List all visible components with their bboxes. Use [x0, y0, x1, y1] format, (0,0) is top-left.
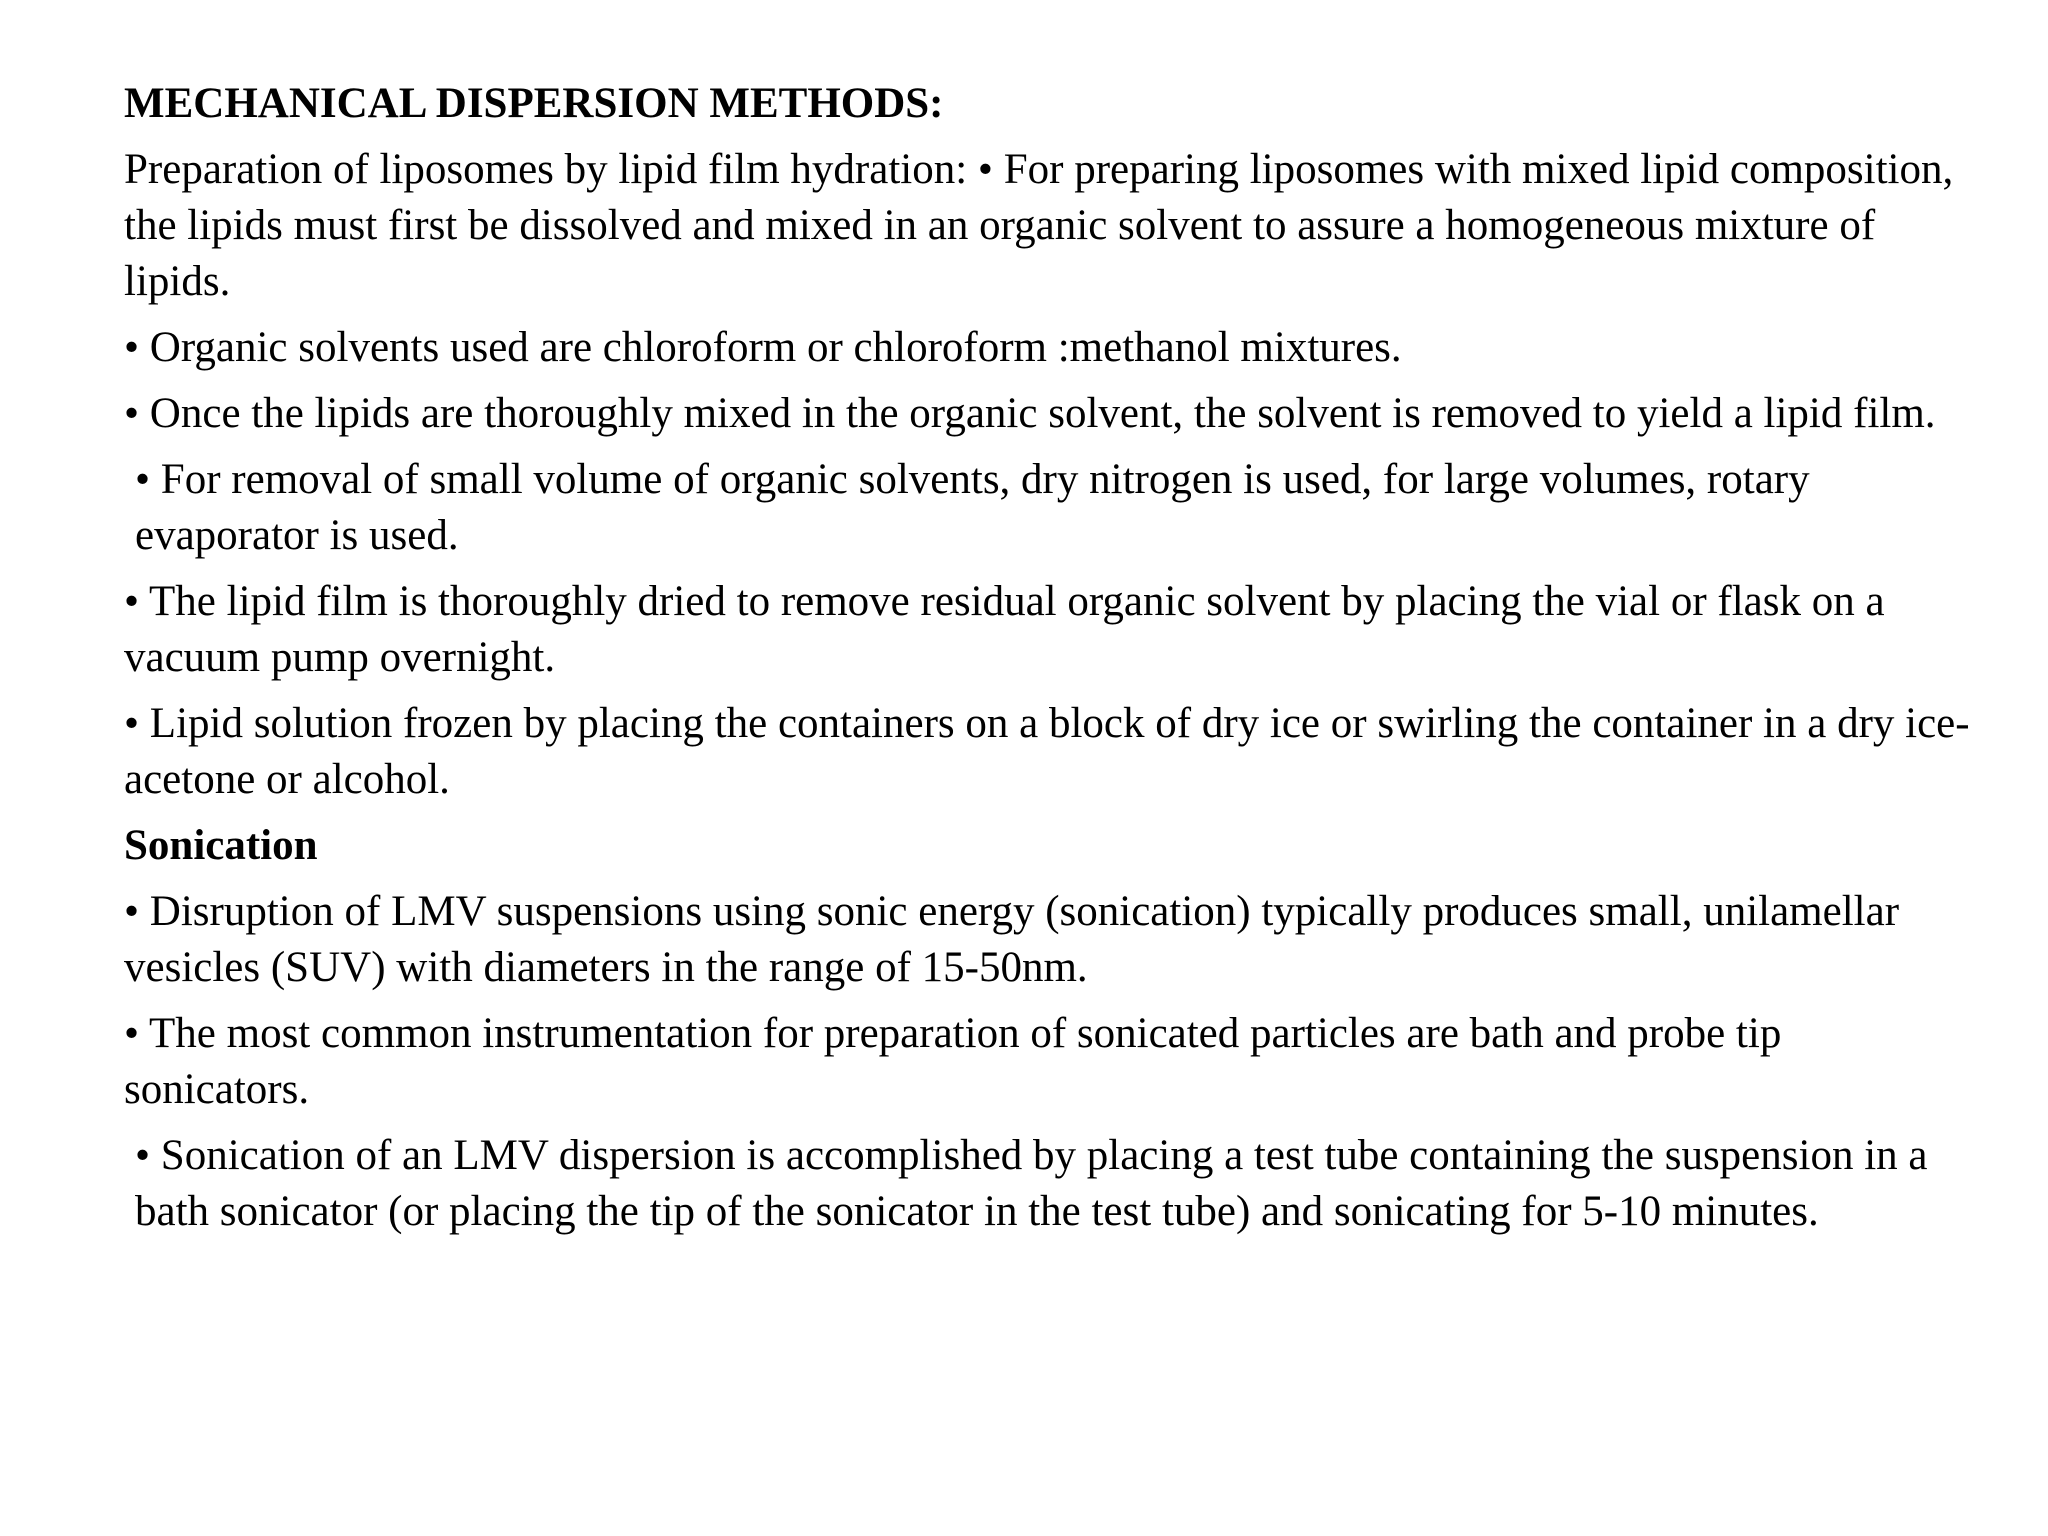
intro-paragraph: Preparation of liposomes by lipid film hydration: • For preparing liposomes with mixed lipid composition, the lipids must first be dissolved and mixed in an organic solvent to assure a homogeneous mixture of lipids. — [124, 146, 1954, 305]
section-heading: MECHANICAL DISPERSION METHODS: — [124, 80, 944, 127]
bullet-item: • Sonication of an LMV dispersion is accomplished by placing a test tube containing the suspension in a bath sonicator (or placing the tip of the sonicator in the test tube) and sonicating for 5-10 minutes. — [135, 1132, 1928, 1235]
bullet-item: • Once the lipids are thoroughly mixed in the organic solvent, the solvent is removed to yield a lipid film. — [124, 390, 1936, 437]
bullet-item: • Organic solvents used are chloroform or chloroform :methanol mixtures. — [124, 324, 1402, 371]
bullet-item: • Lipid solution frozen by placing the containers on a block of dry ice or swirling the container in a dry ice-acetone or alcohol. — [124, 700, 1970, 803]
bullet-item: • For removal of small volume of organic solvents, dry nitrogen is used, for large volumes, rotary evaporator is used. — [135, 456, 1810, 559]
bullet-item: • The most common instrumentation for preparation of sonicated particles are bath and probe tip sonicators. — [124, 1010, 1782, 1113]
bullet-item: • Disruption of LMV suspensions using sonic energy (sonication) typically produces small, unilamellar vesicles (SUV) with diameters in the range of 15-50nm. — [124, 888, 1900, 991]
subsection-heading: Sonication — [124, 822, 318, 869]
bullet-item: • The lipid film is thoroughly dried to remove residual organic solvent by placing the vial or flask on a vacuum pump overnight. — [124, 578, 1885, 681]
slide-content — [124, 76, 1974, 1250]
